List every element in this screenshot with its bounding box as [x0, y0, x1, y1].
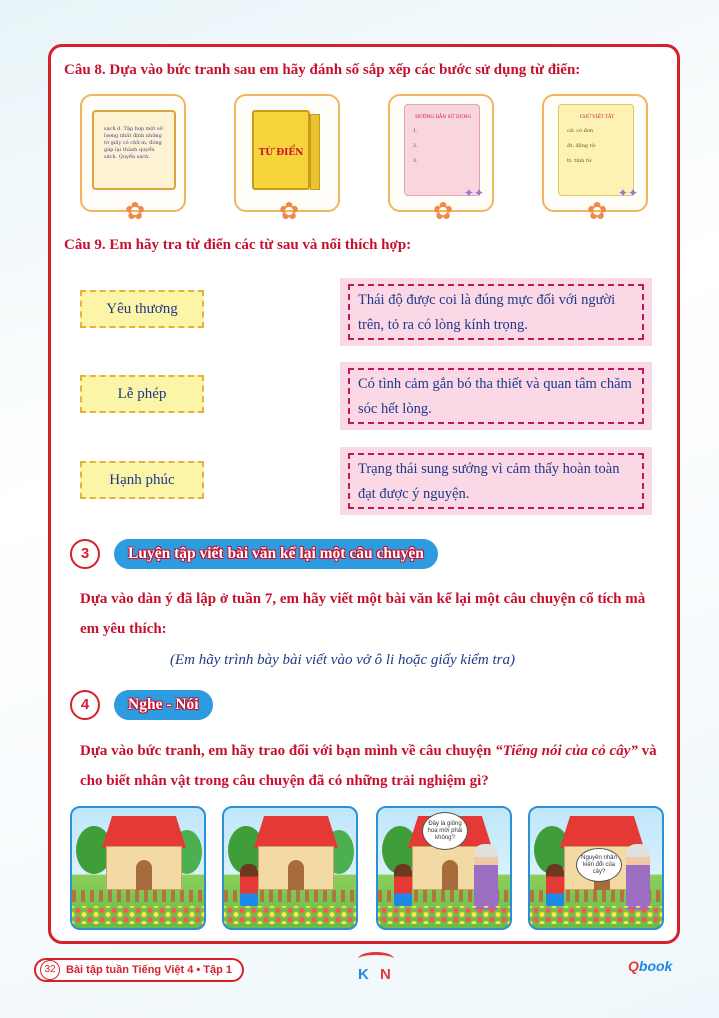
- word-box-3[interactable]: Hạnh phúc: [80, 461, 204, 499]
- publisher-logo: [352, 948, 400, 988]
- abbreviations-paper: [558, 104, 634, 196]
- instruction-start: Dựa vào bức tranh, em hãy trao đổi với bạn mình về câu chuyện: [80, 743, 496, 759]
- definition-box-3[interactable]: [340, 447, 652, 515]
- definition-box-2[interactable]: [340, 362, 652, 430]
- abbr-line: cd: có đơn: [567, 128, 594, 134]
- word-box-1[interactable]: Yêu thương: [80, 290, 204, 328]
- flower-bed-illustration: [378, 906, 510, 924]
- dictionary-cover-label: TỪ ĐIỂN: [258, 148, 304, 158]
- fence-illustration: [72, 890, 204, 902]
- flower-icon: ✿: [124, 197, 146, 225]
- definition-text: Có tình cảm gắn bó tha thiết và quan tâm chăm sóc hết lòng.: [348, 368, 644, 424]
- usage-guide-title: HƯỚNG DẪN SỬ DỤNG: [415, 115, 471, 120]
- section-4-title: Nghe - Nói: [114, 690, 213, 720]
- door-illustration: [136, 860, 152, 890]
- door-illustration: [288, 860, 304, 890]
- flower-icon: ✿: [278, 197, 300, 225]
- story-picture-4: [528, 806, 664, 930]
- question-8-title: Câu 8. Dựa vào bức tranh sau em hãy đánh số sắp xếp các bước sử dụng từ điển:: [64, 62, 581, 78]
- section-4-number: 4: [70, 690, 100, 720]
- brand-logo: [628, 958, 672, 974]
- book-name: Bài tập tuần Tiếng Việt 4 • Tập 1: [66, 964, 233, 976]
- question-9-title: Câu 9. Em hãy tra từ điển các từ sau và nối thích hợp:: [64, 237, 412, 253]
- page-number: 32: [40, 960, 60, 980]
- grandmother-character: [474, 844, 498, 910]
- guide-line: 2.: [413, 143, 418, 149]
- section-3-note: (Em hãy trình bày bài viết vào vở ô li hoặc giấy kiểm tra): [170, 652, 515, 668]
- flower-icon: ✿: [432, 197, 454, 225]
- step-card-abbreviations: [542, 94, 648, 225]
- story-picture-2: [222, 806, 358, 930]
- dictionary-book-illustration: [252, 110, 310, 190]
- section-3-number: 3: [70, 539, 100, 569]
- guide-line: 3.: [413, 158, 418, 164]
- brand-word: book: [638, 958, 673, 974]
- dictionary-entry-text: sách d. Tập hợp một số lượng nhất định những tờ giấy có chữ in, đóng gáp lại thành quyển sách. Quyển sách.: [104, 126, 163, 160]
- flower-icon: ✿: [586, 197, 608, 225]
- flower-bed-illustration: [530, 906, 662, 924]
- guide-line: 1.: [413, 128, 418, 134]
- story-title: “Tiếng nói của cỏ cây”: [495, 743, 638, 759]
- speech-bubble: Nguyên nhân kiến đổi của cây?: [576, 848, 622, 882]
- instruction-end: và cho biết nhân vật trong câu chuyện đã có những trải nghiệm gì?: [80, 743, 657, 789]
- step-card-dictionary: [234, 94, 340, 225]
- child-character: [240, 864, 258, 906]
- roof-illustration: [254, 816, 338, 848]
- door-illustration: [442, 860, 458, 890]
- logo-letter-n: N: [380, 966, 391, 983]
- child-character: [394, 864, 412, 906]
- speech-bubble: Đây là giống hoa mới phải không?: [422, 812, 468, 850]
- sparkle-icon: ✦✦: [617, 186, 638, 200]
- open-book-illustration: [92, 110, 176, 190]
- definition-text: Trạng thái sung sướng vì cảm thấy hoàn toàn đạt được ý nguyện.: [348, 453, 644, 509]
- logo-arc: [358, 952, 394, 966]
- section-4-instruction: [80, 736, 680, 796]
- definition-box-1[interactable]: [340, 278, 652, 346]
- definition-text: Thái độ được coi là đúng mực đối với người trên, tỏ ra có lòng kính trọng.: [348, 284, 644, 340]
- abbreviations-title: CHỮ VIẾT TẮT: [579, 115, 615, 120]
- flower-bed-illustration: [224, 906, 356, 924]
- brand-letter-q: Q: [628, 958, 639, 974]
- child-character: [546, 864, 564, 906]
- story-picture-1: [70, 806, 206, 930]
- abbr-line: tt: tính từ: [567, 158, 592, 164]
- section-3-title: Luyện tập viết bài văn kể lại một câu chuyện: [114, 539, 438, 569]
- logo-letter-k: K: [358, 966, 369, 983]
- section-3-instruction: Dựa vào dàn ý đã lập ở tuần 7, em hãy viết một bài văn kể lại một câu chuyện cổ tích mà em yêu thích:: [80, 591, 646, 637]
- usage-guide-paper: [404, 104, 480, 196]
- roof-illustration: [560, 816, 644, 848]
- step-card-usage-guide: [388, 94, 494, 225]
- word-box-2[interactable]: Lễ phép: [80, 375, 204, 413]
- abbr-line: đt: động từ: [567, 143, 595, 149]
- flower-bed-illustration: [72, 906, 204, 924]
- story-picture-3: [376, 806, 512, 930]
- step-card-open-book: [80, 94, 186, 225]
- grandmother-character: [626, 844, 650, 910]
- sparkle-icon: ✦✦: [463, 186, 484, 200]
- book-spine: [310, 114, 320, 190]
- footer-book-label: [34, 958, 244, 982]
- roof-illustration: [102, 816, 186, 848]
